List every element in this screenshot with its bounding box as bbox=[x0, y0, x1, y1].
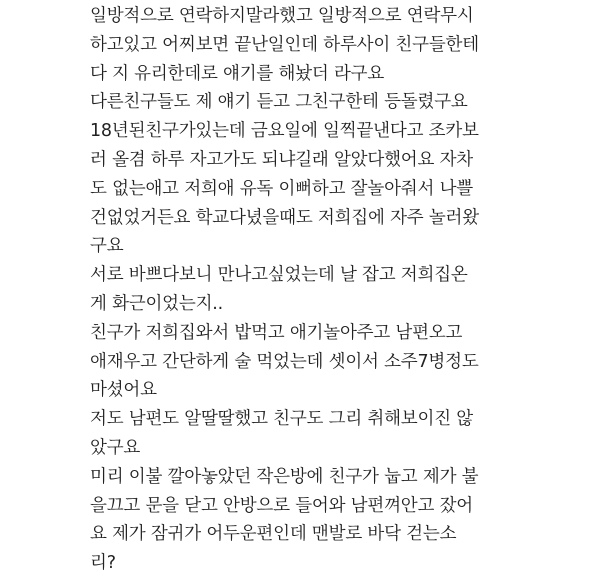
text-line: 서로 바쁘다보니 만나고싶었는데 날 잡고 저희집온 bbox=[90, 265, 468, 286]
text-line: 하고있고 어찌보면 끝난일인데 하루사이 친구들한테 bbox=[90, 34, 479, 55]
text-line: 건없었거든요 학교다녔을때도 저희집에 자주 놀러왔 bbox=[90, 207, 479, 228]
text-line: 미리 이불 깔아놓았던 작은방에 친구가 눕고 제가 불 bbox=[90, 466, 479, 487]
text-line: 애재우고 간단하게 술 먹었는데 셋이서 소주7병정도 bbox=[90, 351, 479, 372]
text-line: 을끄고 문을 닫고 안방으로 들어와 남편껴안고 잤어 bbox=[90, 495, 473, 516]
text-line: 구요 bbox=[90, 236, 124, 257]
text-line: 다 지 유리한데로 얘기를 해놨더 라구요 bbox=[90, 63, 385, 84]
text-line: 았구요 bbox=[90, 437, 141, 458]
text-line: 요 제가 잠귀가 어두운편인데 맨발로 바닥 걷는소 bbox=[90, 524, 457, 545]
text-line: 친구가 저희집와서 밥먹고 애기놀아주고 남편오고 bbox=[90, 322, 463, 343]
text-line: 18년된친구가있는데 금요일에 일찍끝낸다고 조카보 bbox=[90, 121, 479, 142]
text-line: 러 올겸 하루 자고가도 되냐길래 알았다했어요 자차 bbox=[90, 149, 473, 170]
text-line: 도 없는애고 저희애 유독 이뻐하고 잘놀아줘서 나쁠 bbox=[90, 178, 473, 199]
text-line: 다른친구들도 제 얘기 듣고 그친구한테 등돌렸구요 bbox=[90, 92, 468, 113]
text-line: 일방적으로 연락하지말라했고 일방적으로 연락무시 bbox=[90, 6, 474, 26]
text-line: 저도 남편도 알딸딸했고 친구도 그리 취해보이진 않 bbox=[90, 409, 473, 430]
text-line: 리? bbox=[90, 553, 116, 574]
text-line: 게 화근이었는지.. bbox=[90, 293, 224, 314]
text-line: 마셨어요 bbox=[90, 380, 157, 401]
